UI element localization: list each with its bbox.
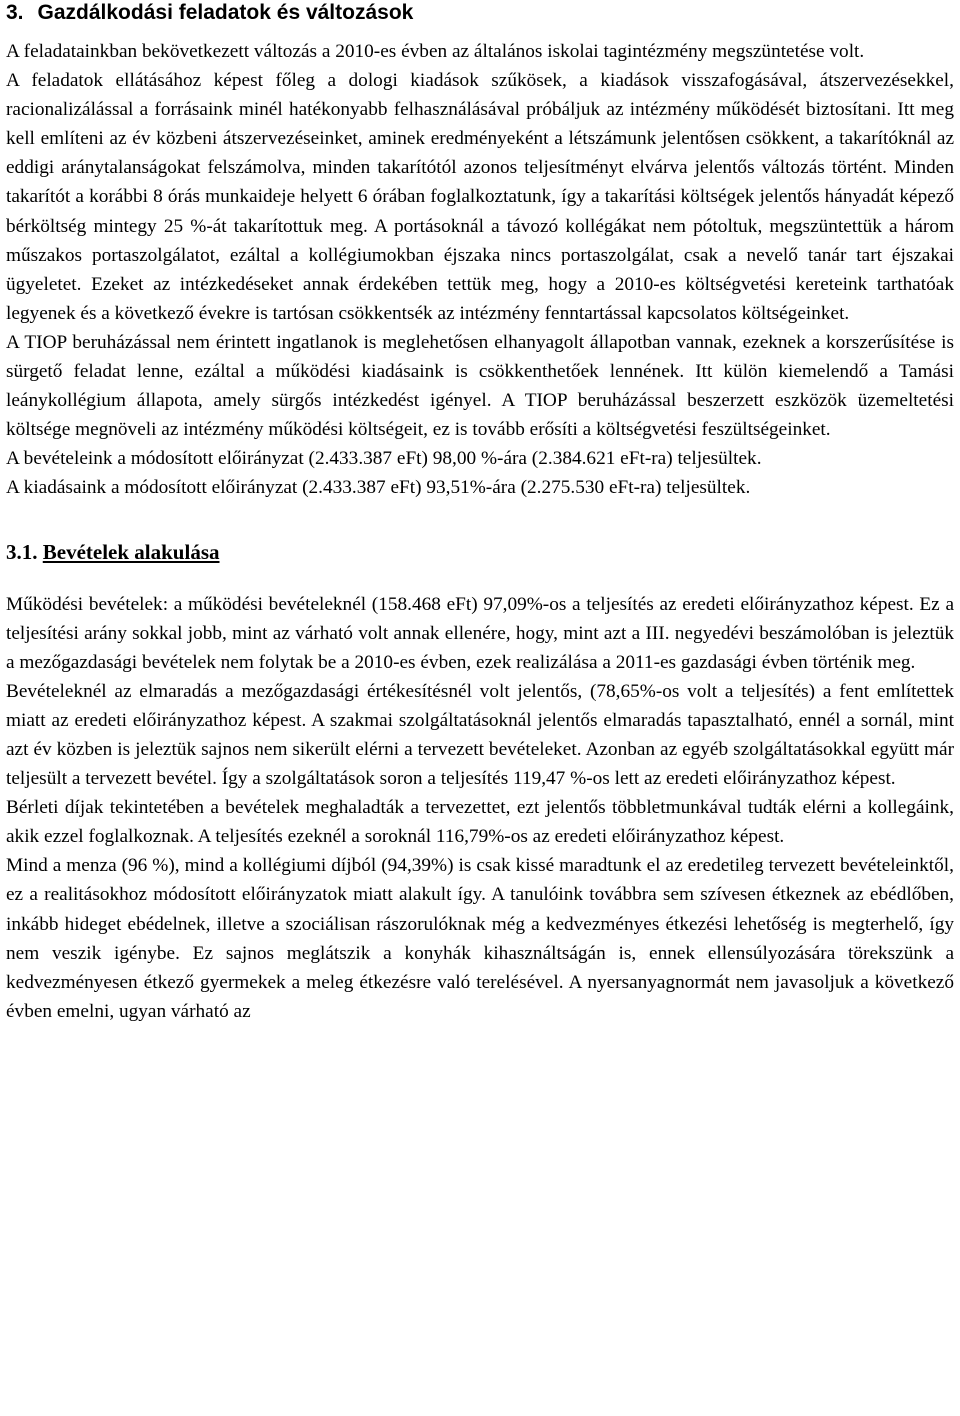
paragraph-expense-summary: A kiadásaink a módosított előirányzat (2.433.387 eFt) 93,51%-ára (2.275.530 eFt-ra) teljesültek. (6, 477, 751, 499)
paragraph-rental-fees: Bérleti díjak tekintetében a bevételek meghaladták a tervezettet, ezt jelentős többletmunkával tudták elérni a kollegáink, akik ezzel foglalkoznak. A teljesítés ezeknél a soroknál 116,79%-os az eredeti előirányzathoz képest. (6, 797, 954, 848)
subsection-heading (6, 538, 954, 567)
subsection-title: Bevételek alakulása (42, 539, 220, 564)
paragraph-cost-savings: A feladatok ellátásához képest főleg a dologi kiadások szűkösek, a kiadások visszafogásával, átszervezésekkel, racionalizálással a forrásaink minél hatékonyabb felhasználásával próbáljuk az intézmény működését biztosítani. Itt meg kell említeni az év közbeni átszervezéseinket, aminek eredményeként a létszámunk jelentősen csökkent, a takarítóknál az eddigi aránytalanságokat felszámolva, minden takarítótól azonos teljesítményt elvárva jelentős változás történt. Minden takarítót a korábbi 8 órás munkaideje helyett 6 órában foglalkoztatunk, így a takarítási költségek jelentős hányadát képező bérköltség mintegy 25 %-át takarítottuk meg. A portásoknál a távozó kollégákat nem pótoltuk, megszüntettük a három műszakos portaszolgálatot, ezáltal a kollégiumokban éjszaka nincs portaszolgálat, csak a nevelő tanár tart éjszakai ügyeletet. Ezeket az intézkedéseket annak érdekében tettük meg, hogy a 2010-es költségvetési kereteink tarthatóak legyenek és a következő évekre is tartósan csökkentsék az intézmény fenntartással kapcsolatos költségeinket. (6, 70, 954, 324)
document-page (6, 0, 954, 1026)
paragraph-canteen-dormitory: Mind a menza (96 %), mind a kollégiumi díjból (94,39%) is csak kissé maradtunk el az eredetileg tervezett bevételeinktől, ez a realitásokhoz módosított előirányzatok miatt alakult így. A tanulóink továbbra sem szívesen étkeznek az ebédlőben, inkább hideget ebédelnek, illetve a szociálisan rászorulóknak még a kedvezményes étkezési lehetőség is megterhelő, így nem veszik igénybe. Ez sajnos meglátszik a konyhák kihasználtságán is, ennek ellensúlyozására törekszünk a kedvezményesen étkező gyermekek a meleg étkezésre való terelésével. A nyersanyagnormát nem javasoljuk a következő évben emelni, ugyan várható az (6, 855, 954, 1022)
paragraph-reorganization: A feladatainkban bekövetkezett változás a 2010-es évben az általános iskolai tagintézmény megszüntetése volt. (6, 41, 865, 62)
subsection-number: 3.1. (6, 539, 38, 564)
paragraph-revenue-summary: A bevételeink a módosított előirányzat (2.433.387 eFt) 98,00 %-ára (2.384.621 eFt-ra) teljesültek. (6, 448, 762, 470)
section-number: 3. (6, 1, 24, 24)
paragraph-tiop-buildings: A TIOP beruházással nem érintett ingatlanok is meglehetősen elhanyagolt állapotban vannak, ezeknek a korszerűsítése is sürgető feladat lenne, ezáltal a működési kiadásaink is csökkenthetőek lennének. Itt külön kiemelendő a Tamási leánykollégium állapota, amely sürgős intézkedést igényel. A TIOP beruházással beszerzett eszközök üzemeltetési költsége megnöveli az intézmény működési költségeit, ez is tovább erősíti a költségvetési feszültségeinket. (6, 331, 954, 441)
section-title: Gazdálkodási feladatok és változások (37, 1, 414, 24)
paragraph-operating-revenue: Működési bevételek: a működési bevételeknél (158.468 eFt) 97,09%-os a teljesítés az eredeti előirányzathoz képest. Ez a teljesítési arány sokkal jobb, mint az várható volt annak ellenére, hogy, mint azt a III. negyedévi beszámolóban is jeleztük a mezőgazdasági bevételek nem folytak be a 2010-es évben, ezek realizálása a 2011-es gazdasági évben történik meg. (6, 593, 954, 673)
paragraph-revenue-shortfall: Bevételeknél az elmaradás a mezőgazdasági értékesítésnél volt jelentős, (78,65%-os volt a teljesítés) a fent említettek miatt az eredeti előirányzathoz képest. A szakmai szolgáltatásoknál jelentős elmaradás tapasztalható, ennél a sornál, mint azt év közben is jeleztük sajnos nem sikerült elérni a tervezett bevételeket. Azonban az egyéb szolgáltatásokkal együtt már teljesült a tervezett bevétel. Így a szolgáltatások soron a teljesítés 119,47 %-os lett az eredeti előirányzathoz képest. (6, 680, 954, 790)
section-heading (6, 1, 954, 25)
